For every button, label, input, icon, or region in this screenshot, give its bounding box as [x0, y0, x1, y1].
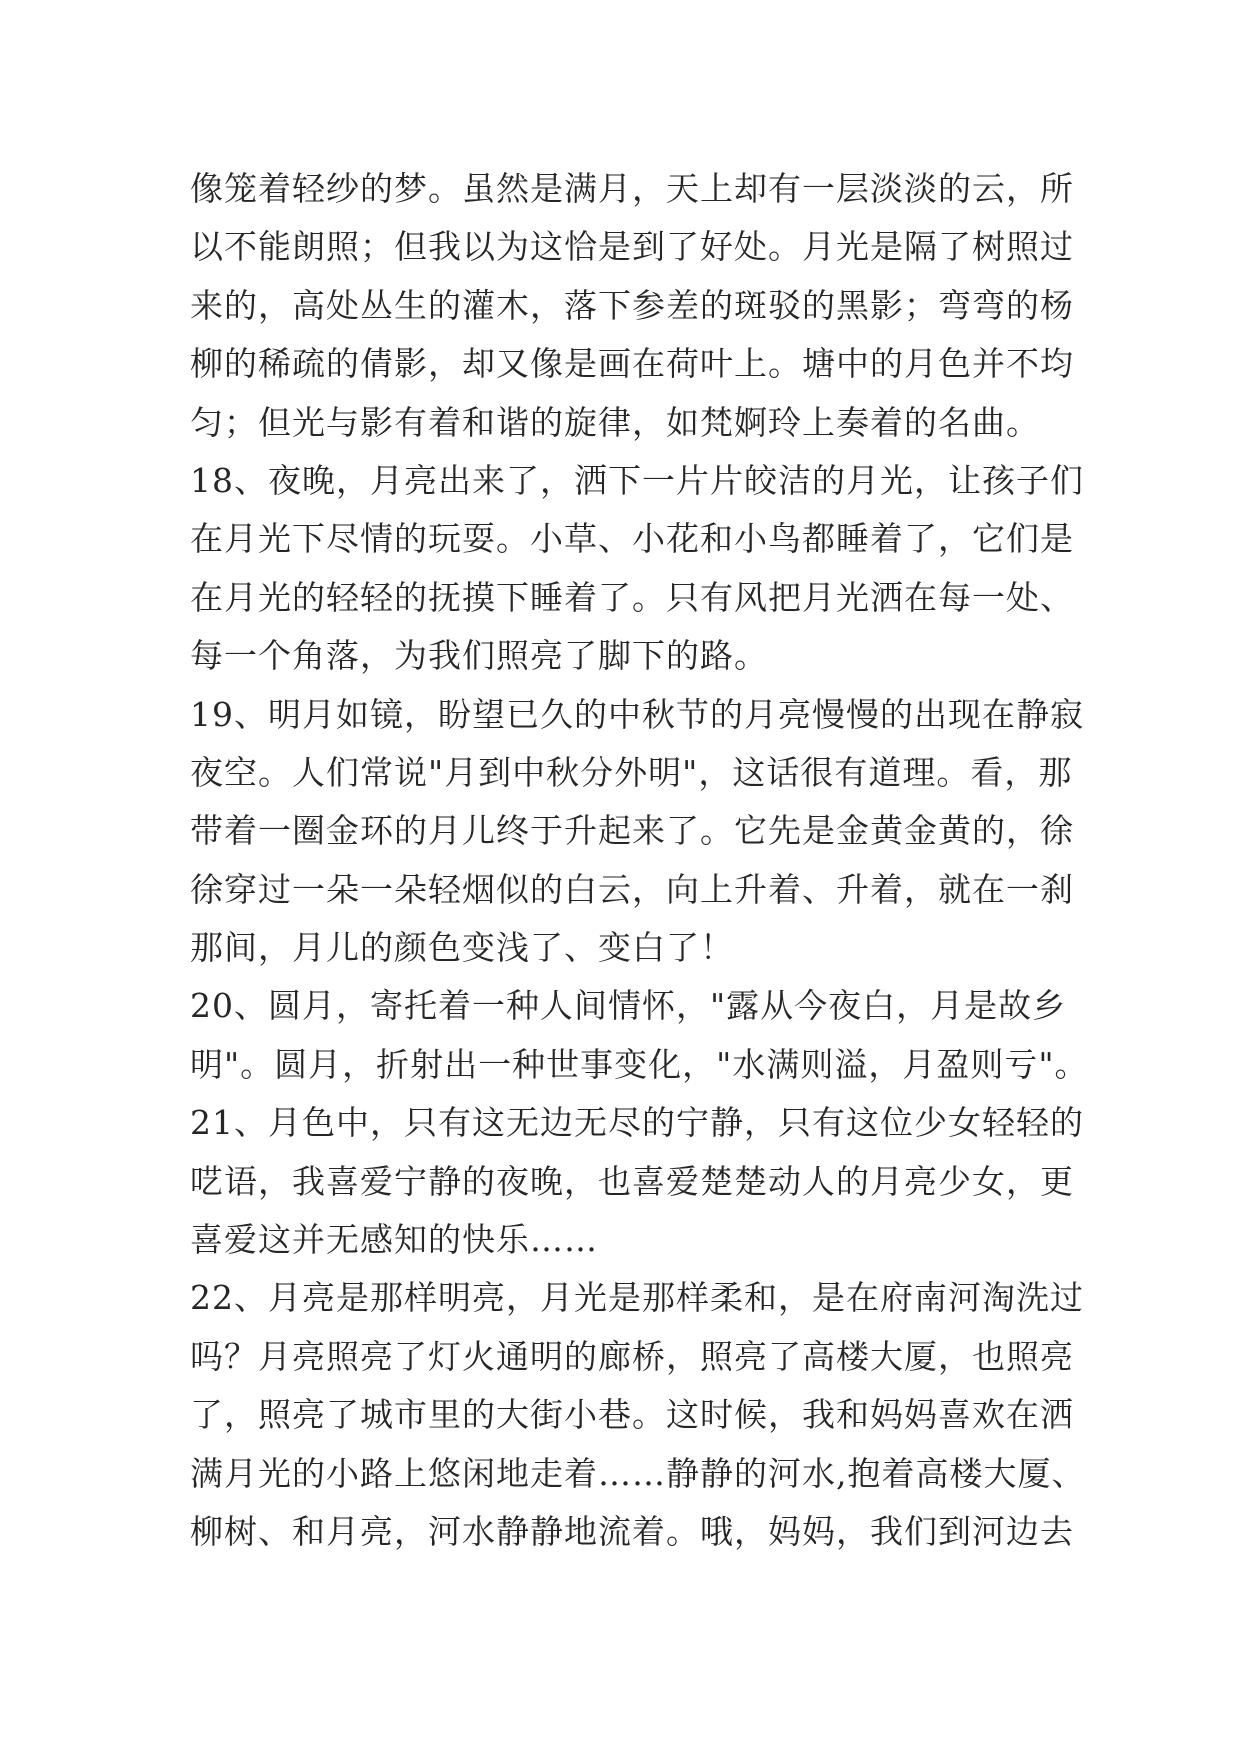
- text-line: 明"。圆月，折射出一种世事变化，"水满则溢，月盈则亏"。: [190, 1044, 1089, 1084]
- text-line: 21、月色中，只有这无边无尽的宁静，只有这位少女轻轻的: [190, 1103, 1084, 1143]
- body-text: [190, 160, 1090, 1561]
- text-line: 来的，高处丛生的灌木，落下参差的斑驳的黑影；弯弯的杨: [190, 285, 1074, 325]
- text-line: 柳的稀疏的倩影，却又像是画在荷叶上。塘中的月色并不均: [190, 344, 1074, 384]
- text-line: 徐穿过一朵一朵轻烟似的白云，向上升着、升着，就在一刹: [190, 869, 1074, 909]
- text-line: 匀；但光与影有着和谐的旋律，如梵婀玲上奏着的名曲。: [190, 402, 1040, 442]
- text-line: 带着一圈金环的月儿终于升起来了。它先是金黄金黄的，徐: [190, 811, 1074, 851]
- text-line: 在月光下尽情的玩耍。小草、小花和小鸟都睡着了，它们是: [190, 519, 1074, 559]
- text-line: 22、月亮是那样明亮，月光是那样柔和，是在府南河淘洗过: [190, 1278, 1084, 1318]
- text-line: 18、夜晚，月亮出来了，洒下一片片皎洁的月光，让孩子们: [190, 460, 1084, 500]
- text-line: 喜爱这并无感知的快乐……: [190, 1220, 598, 1260]
- text-line: 每一个角落，为我们照亮了脚下的路。: [190, 636, 768, 676]
- text-line: 呓语，我喜爱宁静的夜晚，也喜爱楚楚动人的月亮少女，更: [190, 1161, 1074, 1201]
- text-line: 满月光的小路上悠闲地走着……静静的河水,抱着高楼大厦、: [190, 1453, 1086, 1493]
- text-line: 那间，月儿的颜色变浅了、变白了！: [190, 928, 734, 968]
- text-line: 以不能朗照；但我以为这恰是到了好处。月光是隔了树照过: [190, 227, 1074, 267]
- text-line: 在月光的轻轻的抚摸下睡着了。只有风把月光洒在每一处、: [190, 577, 1074, 617]
- text-line: 19、明月如镜，盼望已久的中秋节的月亮慢慢的出现在静寂: [190, 694, 1084, 734]
- text-line: 了，照亮了城市里的大街小巷。这时候，我和妈妈喜欢在洒: [190, 1395, 1074, 1435]
- text-line: 像笼着轻纱的梦。虽然是满月，天上却有一层淡淡的云，所: [190, 169, 1074, 208]
- text-line: 吗？月亮照亮了灯火通明的廊桥，照亮了高楼大厦，也照亮: [190, 1336, 1074, 1376]
- text-line: 柳树、和月亮，河水静静地流着。哦，妈妈，我们到河边去: [190, 1511, 1074, 1551]
- text-line: 20、圆月，寄托着一种人间情怀，"露从今夜白，月是故乡: [190, 986, 1067, 1026]
- text-line: 夜空。人们常说"月到中秋分外明"，这话很有道理。看，那: [190, 752, 1073, 792]
